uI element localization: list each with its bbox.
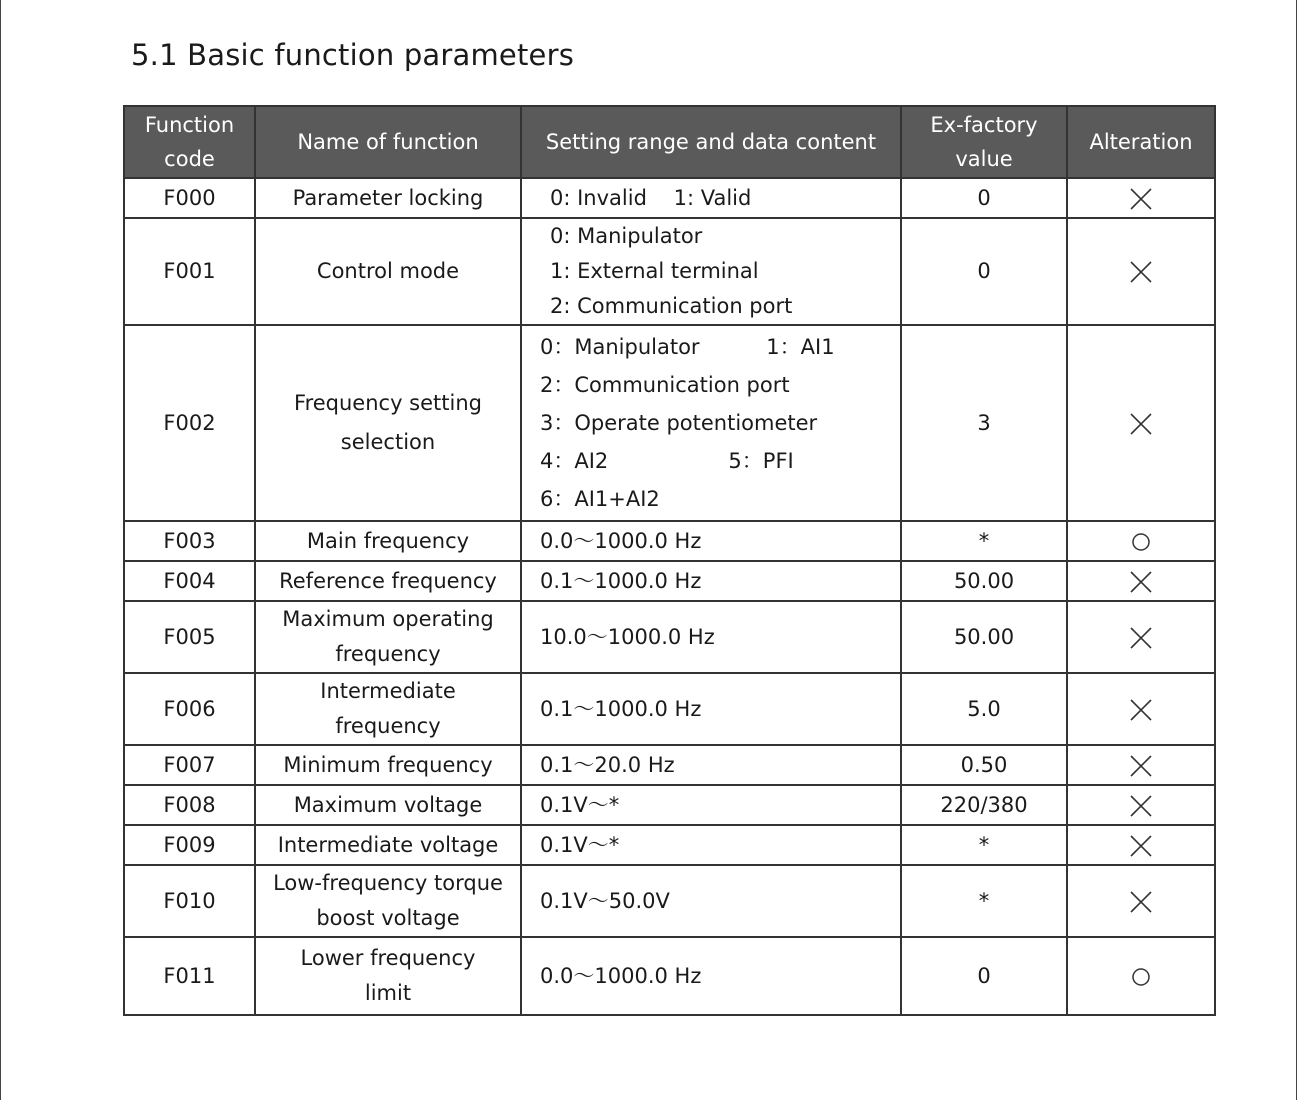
section-title: 5.1 Basic function parameters [131,38,575,72]
setting-range-line: 0.0～1000.0 Hz [540,963,702,988]
table-row [124,178,1215,218]
cross-icon [1128,833,1154,859]
cross-icon [1128,569,1154,595]
ex-factory-value-cell: 0 [901,178,1067,218]
circle-icon [1128,529,1154,555]
function-name-cell: Intermediate voltage [255,825,521,865]
setting-range-line: 0.1V～50.0V [540,888,670,913]
setting-range-cell [521,937,901,1015]
setting-range-cell [521,325,901,521]
ex-factory-value-cell: * [901,825,1067,865]
function-name-cell: Main frequency [255,521,521,561]
function-name-cell: Low-frequency torque boost voltage [255,865,521,937]
setting-range-line: 2: Communication port [550,294,793,318]
function-name-cell: Frequency setting selection [255,325,521,521]
header-name-of-function: Name of function [255,106,521,178]
function-code-cell: F007 [124,745,255,785]
setting-range-cell [521,561,901,601]
alteration-cell [1067,785,1215,825]
setting-range-cell [521,785,901,825]
alteration-cell [1067,178,1215,218]
table-row [124,937,1215,1015]
ex-factory-value-cell: 0.50 [901,745,1067,785]
function-code-cell: F001 [124,218,255,325]
setting-range-line: 0：Manipulator 1：AI1 [540,335,835,359]
function-name-cell: Reference frequency [255,561,521,601]
ex-factory-value-cell: 3 [901,325,1067,521]
table-row [124,865,1215,937]
setting-range-line: 0: Invalid 1: Valid [550,185,752,210]
setting-range-cell [521,673,901,745]
setting-range-cell [521,601,901,673]
setting-range-line: 1: External terminal [550,259,759,283]
setting-range-line: 0.1～20.0 Hz [540,752,675,777]
setting-range-line: 0: Manipulator [550,224,703,248]
function-code-cell: F000 [124,178,255,218]
ex-factory-value-cell: 0 [901,937,1067,1015]
setting-range-line: 0.1V～* [540,832,620,857]
table-row [124,825,1215,865]
alteration-cell [1067,218,1215,325]
ex-factory-value-cell: * [901,865,1067,937]
circle-icon [1128,964,1154,990]
table-row [124,673,1215,745]
alteration-cell [1067,521,1215,561]
table-row [124,218,1215,325]
cross-icon [1128,259,1154,285]
table-header-row [124,106,1215,178]
header-function-code: Function code [124,106,255,178]
parameter-table [123,105,1216,1016]
setting-range-line: 0.1～1000.0 Hz [540,696,702,721]
table-row [124,521,1215,561]
ex-factory-value-cell: 50.00 [901,601,1067,673]
function-code-cell: F006 [124,673,255,745]
table-row [124,561,1215,601]
function-name-cell: Parameter locking [255,178,521,218]
function-name-cell: Control mode [255,218,521,325]
table-row [124,785,1215,825]
ex-factory-value-cell: * [901,521,1067,561]
header-ex-factory-value: Ex-factory value [901,106,1067,178]
cross-icon [1128,793,1154,819]
function-name-cell: Maximum voltage [255,785,521,825]
setting-range-line: 4：AI2 5：PFI [540,449,794,473]
header-alteration: Alteration [1067,106,1215,178]
cross-icon [1128,186,1154,212]
table-row [124,325,1215,521]
alteration-cell [1067,825,1215,865]
setting-range-cell [521,218,901,325]
cross-icon [1128,697,1154,723]
ex-factory-value-cell: 5.0 [901,673,1067,745]
setting-range-line: 2：Communication port [540,373,790,397]
header-setting-range: Setting range and data content [521,106,901,178]
function-code-cell: F011 [124,937,255,1015]
function-name-cell: Intermediate frequency [255,673,521,745]
setting-range-cell [521,178,901,218]
table-row [124,745,1215,785]
ex-factory-value-cell: 0 [901,218,1067,325]
setting-range-line: 6：AI1+AI2 [540,487,660,511]
function-code-cell: F010 [124,865,255,937]
cross-icon [1128,753,1154,779]
alteration-cell [1067,673,1215,745]
setting-range-cell [521,825,901,865]
alteration-cell [1067,561,1215,601]
setting-range-cell [521,745,901,785]
ex-factory-value-cell: 50.00 [901,561,1067,601]
function-code-cell: F008 [124,785,255,825]
cross-icon [1128,625,1154,651]
setting-range-line: 10.0～1000.0 Hz [540,624,715,649]
function-name-cell: Lower frequency limit [255,937,521,1015]
function-name-cell: Minimum frequency [255,745,521,785]
setting-range-line: 3：Operate potentiometer [540,411,818,435]
alteration-cell [1067,601,1215,673]
function-code-cell: F003 [124,521,255,561]
function-code-cell: F002 [124,325,255,521]
setting-range-cell [521,865,901,937]
table-row [124,601,1215,673]
setting-range-line: 0.0～1000.0 Hz [540,528,702,553]
setting-range-line: 0.1V～* [540,792,620,817]
alteration-cell [1067,745,1215,785]
cross-icon [1128,411,1154,437]
alteration-cell [1067,937,1215,1015]
cross-icon [1128,889,1154,915]
alteration-cell [1067,325,1215,521]
alteration-cell [1067,865,1215,937]
function-name-cell: Maximum operating frequency [255,601,521,673]
function-code-cell: F009 [124,825,255,865]
ex-factory-value-cell: 220/380 [901,785,1067,825]
function-code-cell: F004 [124,561,255,601]
setting-range-cell [521,521,901,561]
setting-range-line: 0.1～1000.0 Hz [540,568,702,593]
function-code-cell: F005 [124,601,255,673]
